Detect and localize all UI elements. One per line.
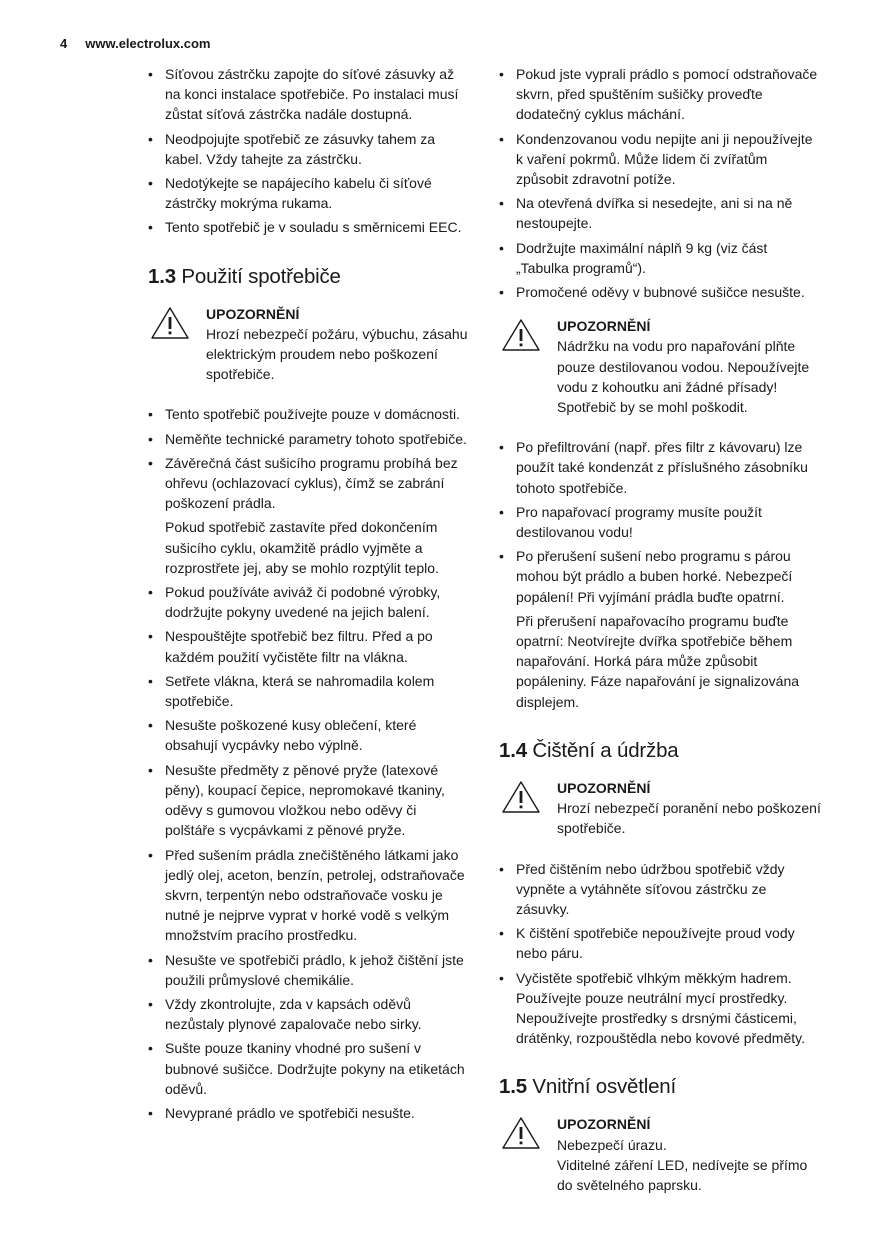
- list-item: • Dodržujte maximální náplň 9 kg (viz část „Tabulka programů“).: [499, 238, 821, 278]
- page-header: [60, 36, 210, 51]
- list-item: • Před sušením prádla znečištěného látkami jako jedlý olej, aceton, benzín, petrolej, odstraňovače skvrn, terpentýn nebo odstraňovače vosku je nutné je nejprve vyprat v horké vodě s velkým množstvím pracího prostředku.: [148, 845, 470, 946]
- section-heading-1-5: [499, 1074, 821, 1100]
- warning-title: UPOZORNĚNÍ: [557, 779, 651, 796]
- warning-box: [499, 1114, 821, 1195]
- warning-text: Nádržku na vodu pro napařování plňte pouze destilovanou vodou. Nepoužívejte vodu z kohoutku ani žádné přísady! Spotřebič by se mohl poškodit.: [557, 338, 810, 416]
- list-item: • Vždy zkontrolujte, zda v kapsách oděvů nezůstaly plynové zapalovače nebo sirky.: [148, 994, 470, 1034]
- page-number: 4: [60, 36, 68, 51]
- cleaning-list: [499, 859, 821, 1049]
- warning-text: Nebezpečí úrazu.: [557, 1136, 667, 1153]
- list-item: • Nesušte předměty z pěnové pryže (latexové pěny), koupací čepice, nepromokavé tkaniny, oděvy s gumovou vložkou nebo oděvy či polštáře s vycpávkami z pěnové pryže.: [148, 760, 470, 841]
- section-number: 1.5: [499, 1075, 527, 1099]
- steam-list: [499, 437, 821, 712]
- list-item: • Promočené oděvy v bubnové sušičce nesušte.: [499, 282, 821, 302]
- list-item: [499, 546, 821, 712]
- warning-title: UPOZORNĚNÍ: [557, 318, 651, 335]
- usage-list-continued: [499, 64, 821, 302]
- warning-box: [499, 316, 821, 417]
- section-title: Použití spotřebiče: [181, 264, 341, 288]
- list-item: • Po přefiltrování (např. přes filtr z kávovaru) lze použít také kondenzát z příslušného zásobníku tohoto spotřebiče.: [499, 437, 821, 498]
- list-item: • K čištění spotřebiče nepoužívejte proud vody nebo páru.: [499, 923, 821, 963]
- safety-list-top: [148, 64, 470, 238]
- list-item: • Vyčistěte spotřebič vlhkým měkkým hadrem. Používejte pouze neutrální mycí prostředky. Nepoužívejte prostředky s drsnými částicemi, drátěnky, rozpouštědla nebo kovové předměty.: [499, 968, 821, 1049]
- warning-title: UPOZORNĚNÍ: [206, 305, 300, 322]
- list-item: • Setřete vlákna, která se nahromadila kolem spotřebiče.: [148, 671, 470, 711]
- list-item: • Síťovou zástrčku zapojte do síťové zásuvky až na konci instalace spotřebiče. Po instalaci musí zůstat síťová zástrčka nadále dostupná.: [148, 64, 470, 125]
- warning-title: UPOZORNĚNÍ: [557, 1116, 651, 1133]
- list-item-extra: Pokud spotřebič zastavíte před dokončením sušicího cyklu, okamžitě prádlo vyjměte a rozprostřete jej, aby se mohlo rozptýlit teplo.: [165, 519, 439, 576]
- list-item-text: Po přerušení sušení nebo programu s párou mohou být prádlo a buben horké. Nebezpečí popálení! Při vyjímání prádla buďte opatrní.: [516, 548, 793, 605]
- list-item: • Neodpojujte spotřebič ze zásuvky tahem za kabel. Vždy tahejte za zástrčku.: [148, 129, 470, 169]
- list-item: • Pokud jste vyprali prádlo s pomocí odstraňovače skvrn, před spuštěním sušičky proveďte dodatečný cyklus máchání.: [499, 64, 821, 125]
- list-item: • Neměňte technické parametry tohoto spotřebiče.: [148, 429, 470, 449]
- list-item: [148, 453, 470, 578]
- website-url: www.electrolux.com: [85, 36, 211, 51]
- warning-triangle-icon: [501, 1116, 541, 1150]
- list-item: • Nevyprané prádlo ve spotřebiči nesušte.: [148, 1103, 470, 1123]
- list-item: • Kondenzovanou vodu nepijte ani ji nepoužívejte k vaření pokrmů. Může lidem či zvířatům způsobit zdravotní potíže.: [499, 129, 821, 190]
- warning-text: Hrozí nebezpečí požáru, výbuchu, zásahu elektrickým proudem nebo poškození spotřebiče.: [206, 325, 468, 383]
- warning-box: [148, 304, 470, 385]
- list-item-extra: Při přerušení napařovacího programu buďte opatrní: Neotvírejte dvířka spotřebiče během napařování. Horká pára může způsobit popáleniny. Fáze napařování je signalizována displejem.: [516, 612, 800, 710]
- list-item: • Pokud používáte aviváž či podobné výrobky, dodržujte pokyny uvedené na jejich balení.: [148, 582, 470, 622]
- warning-box: [499, 778, 821, 839]
- warning-triangle-icon: [501, 318, 541, 352]
- section-title: Vnitřní osvětlení: [532, 1075, 676, 1099]
- right-column: [499, 64, 821, 1215]
- section-number: 1.4: [499, 738, 527, 762]
- list-item: • Nedotýkejte se napájecího kabelu či síťové zástrčky mokrýma rukama.: [148, 173, 470, 213]
- list-item: • Na otevřená dvířka si nesedejte, ani si na ně nestoupejte.: [499, 193, 821, 233]
- left-column: [148, 64, 470, 1127]
- warning-text: Hrozí nebezpečí poranění nebo poškození spotřebiče.: [557, 800, 821, 837]
- warning-text: Viditelné záření LED, nedívejte se přímo do světelného paprsku.: [557, 1156, 808, 1193]
- section-heading-1-4: [499, 738, 821, 764]
- list-item: • Tento spotřebič používejte pouze v domácnosti.: [148, 404, 470, 424]
- list-item-text: Závěrečná část sušicího programu probíhá bez ohřevu (ochlazovací cyklus), čímž se zabrání poškození prádla.: [165, 454, 458, 512]
- warning-triangle-icon: [501, 780, 541, 814]
- section-heading-1-3: [148, 264, 470, 290]
- warning-triangle-icon: [150, 306, 190, 340]
- list-item: • Před čištěním nebo údržbou spotřebič vždy vypněte a vytáhněte síťovou zástrčku ze zásuvky.: [499, 859, 821, 920]
- list-item: • Nespouštějte spotřebič bez filtru. Před a po každém použití vyčistěte filtr na vlákna.: [148, 626, 470, 666]
- list-item: • Tento spotřebič je v souladu s směrnicemi EEC.: [148, 217, 470, 237]
- section-number: 1.3: [148, 264, 176, 288]
- section-title: Čištění a údržba: [532, 738, 679, 762]
- usage-list: [148, 404, 470, 1123]
- list-item: • Pro napařovací programy musíte použít destilovanou vodu!: [499, 502, 821, 542]
- list-item: • Sušte pouze tkaniny vhodné pro sušení v bubnové sušičce. Dodržujte pokyny na etiketách oděvů.: [148, 1038, 470, 1099]
- list-item: • Nesušte poškozené kusy oblečení, které obsahují vycpávky nebo výplně.: [148, 715, 470, 755]
- list-item: • Nesušte ve spotřebiči prádlo, k jehož čištění jste použili průmyslové chemikálie.: [148, 950, 470, 990]
